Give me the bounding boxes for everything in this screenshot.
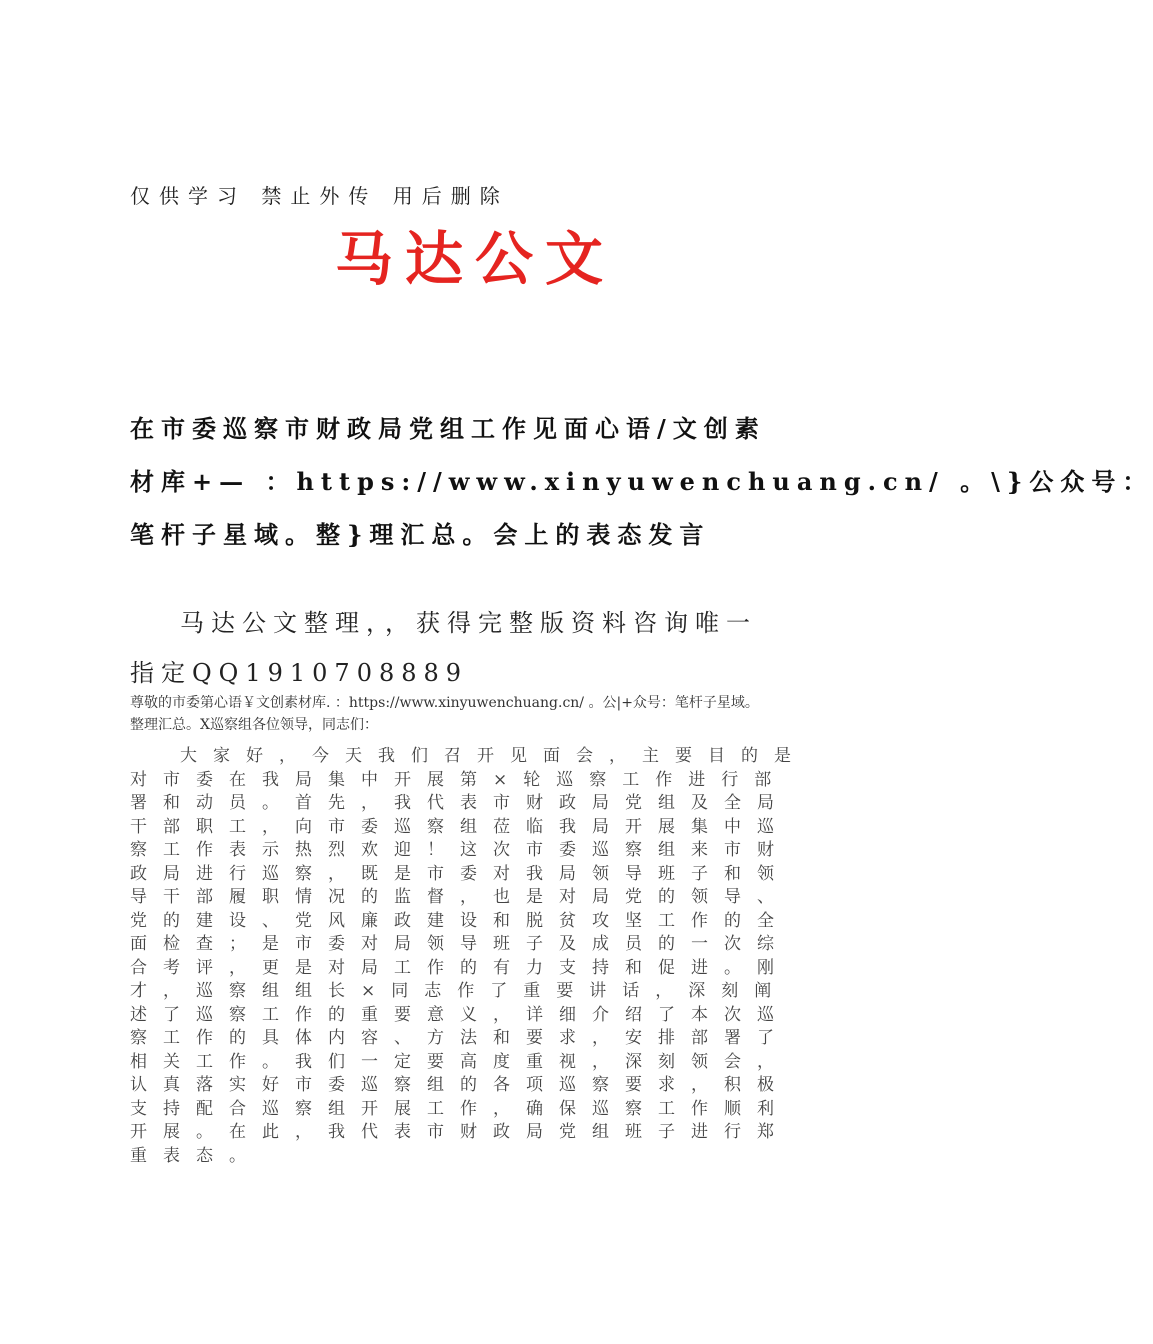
salutation-line: 整理汇总。X巡察组各位领导，同志们： <box>130 717 378 733</box>
body-line: 认真落实好市委巡察组的各项巡察要求，积极 <box>130 1075 790 1095</box>
title-line: 材库+— ：https://www.xinyuwenchuang.cn/ 。\}公众号： <box>130 467 1153 496</box>
body-paragraph <box>130 745 820 1168</box>
body-line: 重表态。 <box>130 1145 262 1166</box>
intro-line: 马达公文整理，，获得完整版资料咨询唯一 <box>180 609 757 637</box>
intro-paragraph <box>130 598 830 698</box>
body-line: 署和动员。首先，我代表市财政局党组及全局 <box>130 793 790 813</box>
intro-line: 指定QQ1910708889 <box>130 659 469 687</box>
usage-notice: 仅供学习 禁止外传 用后删除 <box>130 184 509 208</box>
body-line: 干部职工，向市委巡察组莅临我局开展集中巡 <box>130 816 790 837</box>
body-line: 支持配合巡察组开展工作，确保巡察工作顺利 <box>130 1098 790 1119</box>
body-line: 察工作表示热烈欢迎！这次市委巡察组来市财 <box>130 840 790 860</box>
body-line: 对市委在我局集中开展第×轮巡察工作进行部 <box>130 769 788 790</box>
body-line: 导干部履职情况的监督，也是对局党的领导、 <box>130 887 790 907</box>
body-line: 察工作的具体内容、方法和要求，安排部署了 <box>130 1028 790 1048</box>
body-line: 党的建设、党风廉政建设和脱贫攻坚工作的全 <box>130 910 790 931</box>
document-title <box>130 402 1153 561</box>
body-line: 合考评，更是对局工作的有力支持和促进。刚 <box>130 957 790 978</box>
salutation <box>130 692 860 736</box>
body-line: 相关工作。我们一定要高度重视，深刻领会， <box>130 1051 790 1072</box>
body-line: 开展。在此，我代表市财政局党组班子进行郑 <box>130 1122 790 1142</box>
brand-title: 马达公文 <box>334 225 615 293</box>
body-line: 面检查；是市委对局领导班子及成员的一次综 <box>130 934 790 954</box>
body-line: 大家好，今天我们召开见面会，主要目的是 <box>180 746 807 766</box>
body-line: 述了巡察工作的重要意义，详细介绍了本次巡 <box>130 1004 790 1025</box>
title-line: 笔杆子星域。整}理汇总。会上的表态发言 <box>130 520 711 549</box>
title-line: 在市委巡察市财政局党组工作见面心语/文创素 <box>130 414 766 443</box>
body-line: 才，巡察组组长×同志作了重要讲话，深刻阐 <box>130 981 788 1001</box>
salutation-line: 尊敬的市委第心语￥文创素材库. ：https://www.xinyuwenchuang.cn/ 。公|+众号：笔杆子星域。 <box>130 695 759 711</box>
body-line: 政局进行巡察，既是市委对我局领导班子和领 <box>130 863 790 884</box>
